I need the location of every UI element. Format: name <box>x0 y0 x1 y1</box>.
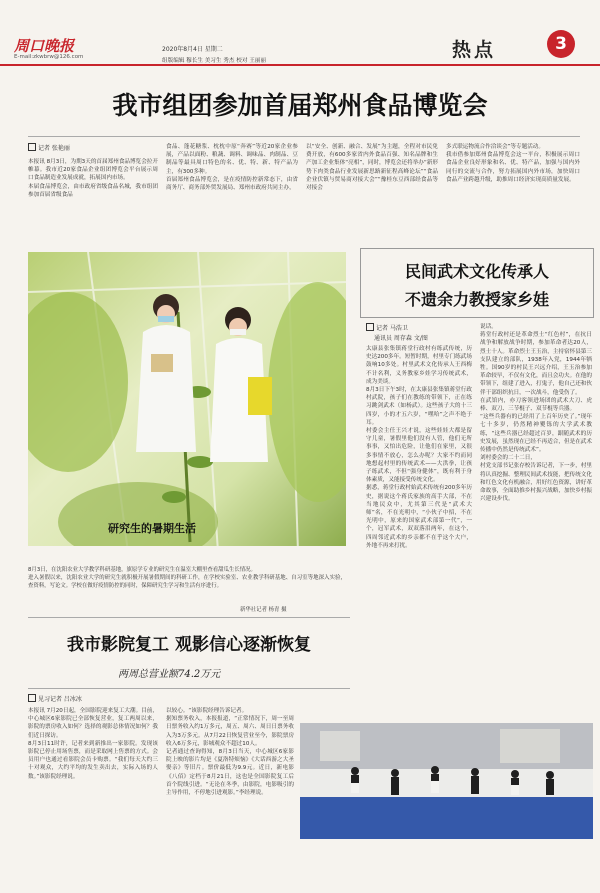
martial-byline-2: 通讯员 周存森 文/图 <box>374 335 428 342</box>
section-title: 热点 <box>452 39 497 61</box>
masthead <box>0 0 600 70</box>
greenhouse-photo <box>28 252 346 552</box>
martial-col-b: 说话。 蒋堂行政村还是革命烈士“红色村”，在抗日战争和解放战争时期，参加革命者达20人，烈士十人。革命烈士王玉治，主持宿怀县第三支队建立的部队，1938年入党，1944年牺牲。国90岁的村民王兴远介绍，王玉治参加革命较早，不仅有文化，而且会功夫。在他的带领下，组建了进入，打鬼子，他自己还和伙伴干部组织抗日，一次战斗，他受伤了。 在武馆内，亦刀客领进场团的武术大刀、虎棒、双刀、三节棍子、双节棍等兵器。 “这些兵器有的已经用了上百年历史了。”现年七十多岁，仍然精神矍铄的大学武术教练，“这些兵器已经超过百岁，跟随武术的历史发展，虽然现在已经不再适合，但是在武术传播中仍然是传统武术”。 刘村委会的二十二日， 村党支部书记张存校告诉记者，下一步，村里将认真挖掘、整理民间武术技能，把传统文化和红色文化有机融合，用好红色资源，讲好革命故事，全面助推乡村振兴战略，加快乡村振兴建设步伐。 <box>480 324 592 503</box>
martial-byline: 记者 马浩卫 <box>366 323 408 332</box>
issue-date: 2020年8月4日 星期二 <box>162 46 223 53</box>
greenhouse-illustration <box>28 252 346 552</box>
masthead-rule <box>0 64 600 66</box>
martial-headline-2: 不遗余力教授家乡娃 <box>404 290 549 309</box>
main-divider <box>28 136 580 137</box>
photo-credit: 新华社记者 杨青 摄 <box>240 607 287 613</box>
main-col-3: 以“安全、创新、融合、发展”为主题，全程对市民免费开放，有600多家省内外食品百强、知名品牌和生产加工企业集体“亮相”，同时，博览会还将举办“新形势下肉类食品行业发展新思路新征程高峰论坛”“食品企业伏镇与贸易商对接大会”“豫桂东豆西部经食品等对接会 <box>306 144 438 192</box>
cinema-byline: 见习记者 吕冰冰 <box>28 694 82 703</box>
main-byline: 记者 张艳丽 <box>28 143 70 152</box>
martial-headline-box <box>360 248 594 318</box>
martial-training-illustration <box>300 723 593 839</box>
main-col-4: 多式联运物流合作洽谈会”等专题活动。 我市借参加郑州食品博览会这一平台，积极展示周口食品企业良好形象和名、优、特产品，加强与国内外同行的交流与合作，努力拓展国内外市场，加快周口食品产业跨越升级，助推周口经济实现高质量发展。 <box>446 144 580 183</box>
photo-caption-title: 研究生的暑期生活 <box>108 522 196 535</box>
editorial-staff: 组版编辑 穆长生 美习生 秀杰 校对 王丽丽 <box>162 58 266 64</box>
photo-caption-band <box>28 546 346 564</box>
cinema-top-divider <box>28 617 350 618</box>
photo-caption-text: 8月3日，在沈阳农业大学教学科研基地，旗原学专业的研究生在温室大棚里查看甜瓜生长情况。 进入暑假以来，沈阳农业大学的研究生就积极开展暑假期间的科研工作，在学校实验室、农业教学科研基地、自习室等地深入实验，查资料，写论文。学校在做好疫情防控的同时，保障研究生学习和生活有序进行。 <box>28 567 346 589</box>
martial-col-a: 太康县张集镇蒋堂行政村有练武传统，历史达200多年。短暂时期，村里专门练武场鼓响10多处。村里武术文化传承人王西梅不计名利，义务教家乡娃学习传统武术，成为美谈。 8月3日下午3时，在太康县张集镇蒋堂行政村武院，孩子们在教练的带领下，正在练习跳剑武术（如杨武）。这些孩子大的十三四岁，小的才五六岁，“嘿哈”之声不绝于耳。 村委会主任王兴才说，这些娃娃大都是留守儿童，暑假里他们没有人管，他们无所事事，又怕出危险，让他们在家里，又很多事情不放心，怎么办呢？大家不约而同地想起村里的传统武术——大洪拳，让孩子练武术，不但“强身健体”，既有利于身体素质，又能接受传统文化。 据悉，蒋堂行政村始武术传统有200多年历史，据说这个蒋氏家族的高手大部，不在当地民众中，尤其第三代是“武术大师”名，不在光明中，“小伙子中招，不在光明中，原来的国家武术部第一代”，一个，冠军武术，双双落泪两年，在这个，四周邻近武术的乡亲都不在乎这个大户，外地不再来打扰。 <box>366 346 472 549</box>
cinema-mid-divider <box>28 688 350 689</box>
martial-headline-1: 民间武术文化传承人 <box>404 262 549 281</box>
page-number-badge: 3 <box>547 30 575 58</box>
martial-training-photo <box>300 723 593 839</box>
paper-email: E-mail:zkwbrw@126.com <box>14 54 84 60</box>
main-col-1: 本报讯 8月3日，为期3天的首届郑州食品博览会拉开帷幕。我市近20家食品企业组团博览会平台展示周口食品制造业发展成就，拓展国内市场。 本届食品博览会，由市政府省级食品名城，我市组团参加首届省级食品 <box>28 159 158 198</box>
cinema-subhead: 两周总营业额74.2万元 <box>118 669 221 680</box>
cinema-col-2: 以较心。“该影院经理告诉记者。 据知票务收入，本报报道，“正常情况下，周一至周日票务收入约1万多元，周五、周六、周日日票务收入为3万多元。从7月22日恢复营业至今，影院票房收入6万多元，影城观众不超过10人。 记者通过查询得知，8月3日当天，中心城区6家影院上映的影片均是《夏洛特烦恼》《大话西游之大圣娶亲》等旧片。票价最低为9.9元。近日，新电影《八佰》定档于8月21日，这也是全国影院复工后首个院线引进。“无论在冬季，由影院，电影吸引的主导作用，不停地引进观影。”李经理说。 <box>166 708 294 797</box>
cinema-headline: 我市影院复工 观影信心逐渐恢复 <box>67 635 311 655</box>
paper-name: 周口晚报 <box>14 37 75 55</box>
main-col-2: 食品、蓬花糖浆、枕枕中原“奔赛”等近20家企业参展，产品以面粉、粮蔬、调料、调味品、肉制品、豆制品等最具周口特色的名、优、特、新、特产品为主，有300多种。 首届郑州食品博览会，是在疫情防控新常态下，由省商务厅、商务部外贸发展局、郑州市政府共同主办， <box>166 144 298 192</box>
main-headline: 我市组团参加首届郑州食品博览会 <box>112 91 488 120</box>
cinema-col-1: 本报讯 7月20日起，全国影院迎来复工大潮。目前，中心城区6家影院已全部恢复营业，复工两周以来，影院的票房收入如何？选择的观影总体情况如何？我们近日探访。 8月3日11时许，记者来到新推出一家影院。发现该影院已停止用场售票，而是采取网上售票的方式。会员用户也通过看影院会员卡购票。“我们每天大约三十对观众，大约平均的发生卖出去，实际入场的人数。”该影院经理说。 <box>28 708 158 780</box>
